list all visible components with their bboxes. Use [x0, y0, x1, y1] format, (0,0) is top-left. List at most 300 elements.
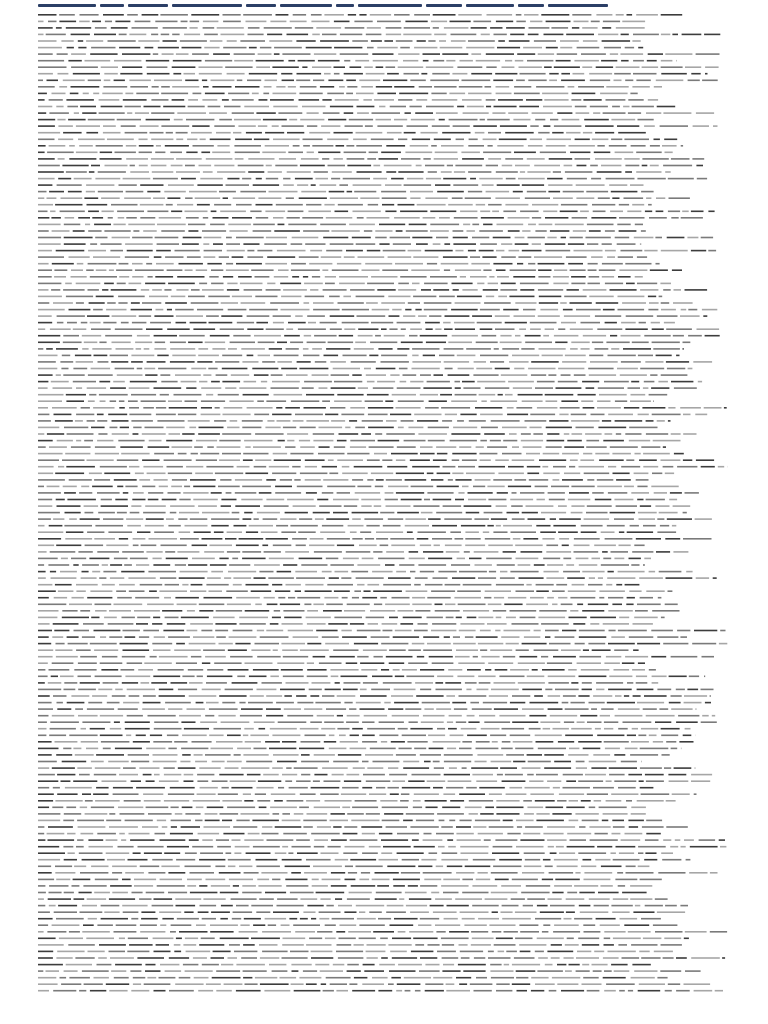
word-mark	[563, 695, 576, 697]
word-mark	[475, 132, 485, 134]
word-mark	[666, 741, 676, 743]
word-mark	[671, 217, 678, 219]
word-mark	[657, 106, 676, 108]
word-mark	[196, 269, 207, 271]
word-mark	[506, 754, 524, 756]
word-mark	[246, 531, 258, 533]
word-mark	[357, 217, 364, 219]
word-mark	[407, 741, 427, 743]
word-mark	[166, 427, 185, 429]
word-mark	[239, 623, 265, 625]
word-mark	[373, 387, 394, 389]
word-mark	[584, 473, 610, 475]
word-mark	[178, 518, 187, 520]
word-mark	[38, 852, 65, 854]
word-mark	[548, 695, 561, 697]
word-mark	[713, 125, 718, 127]
word-mark	[188, 296, 205, 298]
word-mark	[356, 296, 385, 298]
word-mark	[38, 224, 61, 226]
word-mark	[651, 630, 673, 632]
word-mark	[328, 119, 346, 121]
word-mark	[217, 846, 231, 848]
word-mark	[231, 374, 249, 376]
word-mark	[93, 256, 120, 258]
word-mark	[87, 898, 106, 900]
word-mark	[409, 224, 427, 226]
text-line	[38, 662, 645, 664]
word-mark	[182, 47, 202, 49]
word-mark	[361, 86, 373, 88]
word-mark	[439, 40, 446, 42]
word-mark	[227, 531, 242, 533]
word-mark	[122, 53, 150, 55]
word-mark	[69, 145, 75, 147]
word-mark	[600, 924, 620, 926]
word-mark	[129, 387, 150, 389]
word-mark	[333, 964, 345, 966]
word-mark	[78, 551, 92, 553]
word-mark	[66, 27, 91, 29]
word-mark	[540, 152, 566, 154]
word-mark	[642, 407, 665, 409]
word-mark	[563, 787, 590, 789]
word-mark	[225, 767, 239, 769]
word-mark	[502, 66, 515, 68]
word-mark	[347, 86, 357, 88]
word-mark	[82, 905, 97, 907]
word-mark	[63, 342, 82, 344]
word-mark	[247, 256, 263, 258]
word-mark	[177, 276, 204, 278]
word-mark	[155, 276, 173, 278]
word-mark	[655, 898, 668, 900]
word-mark	[683, 512, 687, 514]
word-mark	[87, 420, 95, 422]
word-mark	[280, 283, 301, 285]
word-mark	[530, 125, 538, 127]
word-mark	[633, 73, 657, 75]
word-mark	[235, 152, 260, 154]
word-mark	[544, 754, 564, 756]
word-mark	[392, 957, 417, 959]
word-mark	[347, 774, 360, 776]
text-line	[38, 499, 677, 501]
word-mark	[38, 243, 61, 245]
word-mark	[581, 669, 610, 671]
word-mark	[412, 348, 439, 350]
word-mark	[326, 518, 349, 520]
word-mark	[264, 86, 272, 88]
word-mark	[589, 374, 616, 376]
word-mark	[453, 636, 460, 638]
word-mark	[272, 767, 283, 769]
word-mark	[119, 938, 125, 940]
word-mark	[546, 47, 558, 49]
word-mark	[211, 748, 234, 750]
word-mark	[513, 191, 523, 193]
word-mark	[379, 964, 395, 966]
word-mark	[488, 132, 501, 134]
word-mark	[313, 866, 342, 868]
word-mark	[579, 656, 601, 658]
word-mark	[291, 983, 304, 985]
word-mark	[110, 387, 126, 389]
word-mark	[664, 322, 675, 324]
word-mark	[640, 597, 653, 599]
word-mark	[101, 905, 120, 907]
word-mark	[274, 394, 303, 396]
text-line	[38, 970, 701, 972]
word-mark	[85, 545, 104, 547]
word-mark	[61, 983, 81, 985]
word-mark	[575, 106, 587, 108]
word-mark	[38, 466, 54, 468]
word-mark	[449, 93, 465, 95]
word-mark	[444, 269, 450, 271]
word-mark	[410, 459, 430, 461]
word-mark	[626, 872, 654, 874]
word-mark	[445, 682, 461, 684]
word-mark	[581, 866, 596, 868]
word-mark	[683, 348, 684, 350]
word-mark	[256, 787, 273, 789]
word-mark	[228, 93, 249, 95]
word-mark	[436, 931, 445, 933]
word-mark	[290, 892, 314, 894]
word-mark	[453, 427, 477, 429]
word-mark	[180, 761, 190, 763]
word-mark	[683, 433, 696, 435]
word-mark	[209, 276, 218, 278]
word-mark	[320, 86, 334, 88]
word-mark	[497, 47, 520, 49]
word-mark	[331, 387, 356, 389]
word-mark	[283, 178, 290, 180]
word-mark	[427, 381, 450, 383]
word-mark	[320, 40, 349, 42]
word-mark	[77, 820, 104, 822]
word-mark	[153, 649, 171, 651]
word-mark	[176, 132, 188, 134]
word-mark	[415, 610, 430, 612]
page-heading	[38, 1, 658, 9]
word-mark	[523, 905, 533, 907]
text-line	[38, 66, 719, 68]
word-mark	[211, 525, 228, 527]
word-mark	[606, 800, 622, 802]
word-mark	[432, 125, 450, 127]
word-mark	[301, 564, 327, 566]
word-mark	[696, 459, 714, 461]
word-mark	[59, 21, 76, 23]
word-mark	[592, 492, 604, 494]
word-mark	[377, 47, 397, 49]
word-mark	[152, 86, 159, 88]
word-mark	[650, 374, 657, 376]
word-mark	[154, 951, 171, 953]
text-line	[38, 728, 691, 730]
word-mark	[508, 381, 534, 383]
word-mark	[314, 846, 325, 848]
word-mark	[645, 774, 664, 776]
word-mark	[62, 761, 86, 763]
word-mark	[109, 269, 114, 271]
word-mark	[147, 191, 160, 193]
word-mark	[112, 342, 131, 344]
word-mark	[340, 924, 357, 926]
word-mark	[589, 230, 601, 232]
word-mark	[210, 545, 233, 547]
word-mark	[618, 296, 645, 298]
word-mark	[613, 473, 630, 475]
word-mark	[337, 492, 350, 494]
word-mark	[475, 761, 487, 763]
word-mark	[219, 872, 241, 874]
word-mark	[126, 158, 148, 160]
word-mark	[560, 211, 578, 213]
word-mark	[612, 911, 629, 913]
word-mark	[48, 682, 62, 684]
word-mark	[460, 414, 476, 416]
word-mark	[509, 250, 520, 252]
word-mark	[649, 669, 656, 671]
word-mark	[600, 885, 612, 887]
word-mark	[694, 793, 697, 795]
word-mark	[615, 400, 627, 402]
word-mark	[663, 957, 674, 959]
word-mark	[523, 47, 542, 49]
word-mark	[68, 944, 95, 946]
word-mark	[269, 466, 289, 468]
word-mark	[527, 774, 534, 776]
word-mark	[334, 21, 350, 23]
word-mark	[636, 676, 647, 678]
word-mark	[307, 623, 326, 625]
word-mark	[388, 486, 408, 488]
word-mark	[473, 374, 498, 376]
word-mark	[301, 774, 310, 776]
word-mark	[38, 433, 44, 435]
word-mark	[207, 669, 223, 671]
word-mark	[183, 944, 196, 946]
word-mark	[618, 708, 640, 710]
text-line	[38, 964, 651, 966]
word-mark	[595, 453, 609, 455]
word-mark	[685, 728, 691, 730]
word-mark	[215, 623, 236, 625]
word-mark	[287, 217, 300, 219]
word-mark	[190, 518, 208, 520]
word-mark	[477, 689, 489, 691]
word-mark	[377, 381, 395, 383]
word-mark	[541, 623, 569, 625]
word-mark	[576, 197, 594, 199]
word-mark	[444, 348, 464, 350]
word-mark	[243, 14, 272, 16]
word-mark	[462, 892, 488, 894]
word-mark	[615, 152, 634, 154]
word-mark	[576, 767, 587, 769]
word-mark	[431, 892, 439, 894]
word-mark	[434, 767, 444, 769]
word-mark	[465, 545, 485, 547]
word-mark	[203, 898, 225, 900]
word-mark	[76, 414, 94, 416]
word-mark	[571, 283, 585, 285]
word-mark	[454, 171, 465, 173]
word-mark	[362, 787, 372, 789]
word-mark	[80, 682, 100, 684]
text-line	[38, 826, 688, 828]
word-mark	[374, 99, 394, 101]
word-mark	[76, 125, 100, 127]
word-mark	[672, 269, 682, 271]
word-mark	[121, 571, 144, 573]
word-mark	[290, 525, 317, 527]
word-mark	[436, 112, 458, 114]
word-mark	[650, 165, 659, 167]
word-mark	[38, 453, 63, 455]
word-mark	[235, 479, 262, 481]
word-mark	[314, 754, 335, 756]
word-mark	[501, 636, 519, 638]
word-mark	[314, 774, 327, 776]
word-mark	[321, 983, 326, 985]
word-mark	[179, 499, 190, 501]
word-mark	[434, 545, 440, 547]
word-mark	[210, 564, 227, 566]
word-mark	[210, 924, 238, 926]
word-mark	[38, 531, 63, 533]
word-mark	[403, 761, 419, 763]
word-mark	[78, 826, 106, 828]
word-mark	[408, 302, 420, 304]
word-mark	[391, 178, 404, 180]
word-mark	[38, 545, 54, 547]
word-mark	[590, 165, 598, 167]
word-mark	[622, 892, 647, 894]
word-mark	[543, 924, 550, 926]
word-mark	[601, 708, 613, 710]
word-mark	[38, 754, 52, 756]
word-mark	[442, 957, 459, 959]
word-mark	[155, 152, 165, 154]
word-mark	[326, 905, 333, 907]
word-mark	[440, 47, 463, 49]
word-mark	[337, 695, 356, 697]
word-mark	[115, 152, 136, 154]
word-mark	[100, 400, 106, 402]
word-mark	[509, 361, 528, 363]
word-mark	[232, 839, 241, 841]
text-line	[38, 197, 690, 199]
word-mark	[139, 165, 148, 167]
word-mark	[300, 473, 328, 475]
word-mark	[91, 165, 100, 167]
word-mark	[470, 178, 476, 180]
word-mark	[121, 125, 136, 127]
word-mark	[506, 951, 517, 953]
word-mark	[400, 800, 409, 802]
word-mark	[605, 748, 620, 750]
word-mark	[128, 938, 148, 940]
word-mark	[652, 676, 667, 678]
word-mark	[512, 492, 517, 494]
word-mark	[659, 571, 682, 573]
word-mark	[57, 793, 77, 795]
word-mark	[245, 473, 268, 475]
word-mark	[331, 178, 340, 180]
word-mark	[548, 191, 560, 193]
word-mark	[597, 400, 610, 402]
word-mark	[557, 112, 572, 114]
word-mark	[98, 361, 109, 363]
word-mark	[510, 735, 531, 737]
word-mark	[381, 643, 408, 645]
word-mark	[441, 885, 469, 887]
word-mark	[144, 800, 161, 802]
word-mark	[545, 328, 554, 330]
word-mark	[580, 459, 594, 461]
word-mark	[307, 669, 326, 671]
word-mark	[331, 420, 345, 422]
word-mark	[493, 531, 507, 533]
word-mark	[482, 184, 494, 186]
word-mark	[674, 453, 684, 455]
word-mark	[545, 630, 559, 632]
word-mark	[38, 21, 44, 23]
word-mark	[227, 178, 239, 180]
word-mark	[410, 80, 426, 82]
word-mark	[344, 73, 363, 75]
word-mark	[317, 931, 332, 933]
word-mark	[614, 73, 631, 75]
word-mark	[485, 898, 508, 900]
word-mark	[367, 584, 379, 586]
word-mark	[547, 433, 559, 435]
word-mark	[327, 584, 353, 586]
word-mark	[346, 662, 358, 664]
word-mark	[273, 322, 284, 324]
word-mark	[71, 86, 100, 88]
word-mark	[373, 590, 402, 592]
word-mark	[340, 34, 362, 36]
word-mark	[157, 820, 166, 822]
word-mark	[86, 748, 98, 750]
word-mark	[390, 414, 411, 416]
word-mark	[195, 761, 207, 763]
word-mark	[566, 256, 587, 258]
word-mark	[151, 112, 174, 114]
word-mark	[38, 139, 55, 141]
word-mark	[200, 905, 217, 907]
word-mark	[427, 617, 443, 619]
word-mark	[38, 47, 62, 49]
word-mark	[237, 466, 250, 468]
word-mark	[648, 296, 656, 298]
word-mark	[639, 951, 649, 953]
word-mark	[505, 394, 513, 396]
word-mark	[272, 970, 288, 972]
word-mark	[396, 473, 424, 475]
text-line	[38, 73, 708, 75]
word-mark	[149, 538, 178, 540]
word-mark	[196, 702, 204, 704]
text-line	[38, 892, 647, 894]
word-mark	[491, 872, 518, 874]
word-mark	[678, 715, 699, 717]
